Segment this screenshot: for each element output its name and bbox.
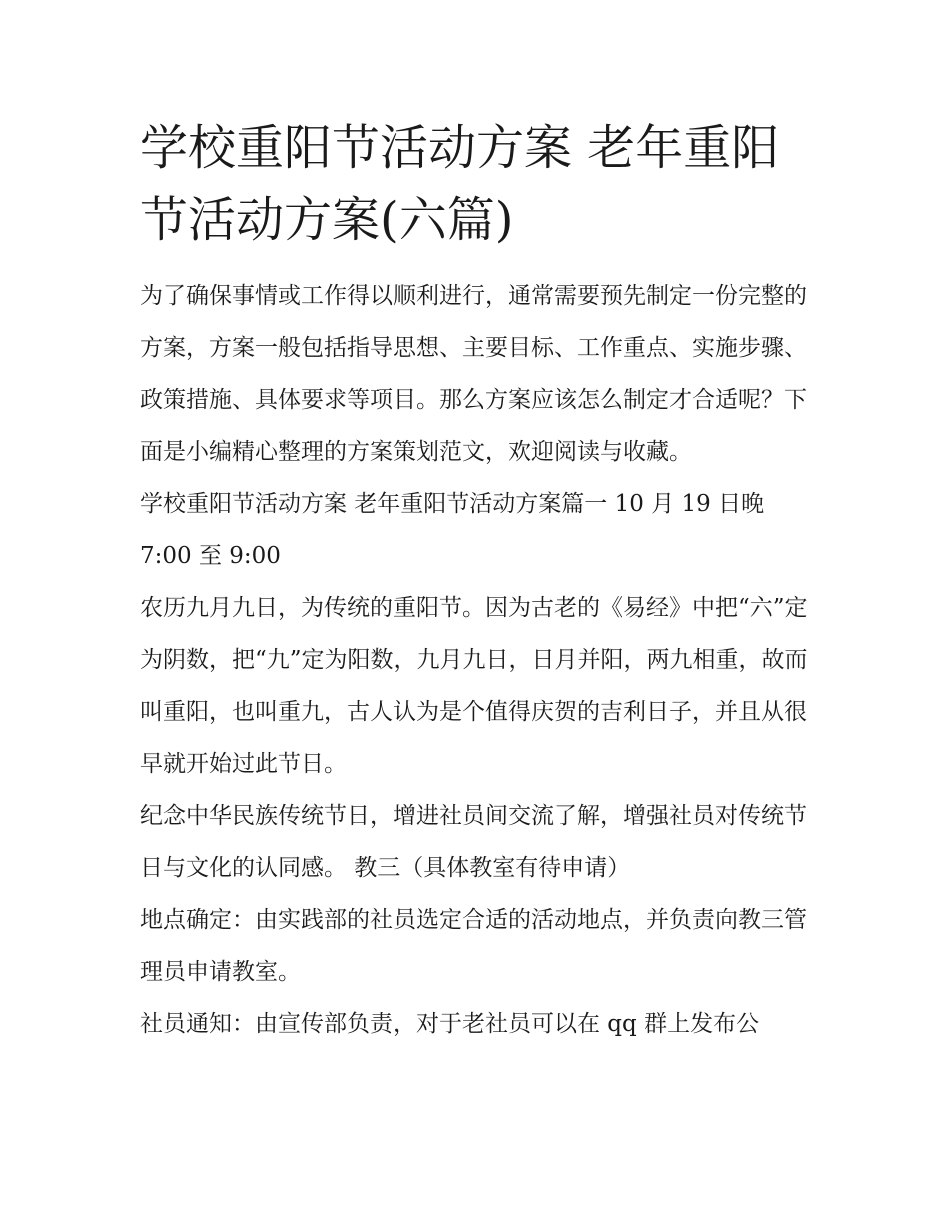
paragraph-background: 农历九月九日，为传统的重阳节。因为古老的《易经》中把“六”定为阴数，把“九”定为阳数，九月九日，日月并阳，两九相重，故而叫重阳，也叫重九，古人认为是个值得庆贺的吉利日子，并且从很早就开始过此节日。 xyxy=(140,595,808,777)
paragraph-notice: 社员通知：由宣传部负责，对于老社员可以在 qq 群上发布公 xyxy=(140,1011,760,1037)
document-body xyxy=(140,112,820,1050)
paragraph-location: 地点确定：由实践部的社员选定合适的活动地点，并负责向教三管理员申请教室。 xyxy=(140,907,807,985)
paragraph-section-time: 学校重阳节活动方案 老年重阳节活动方案篇一 10 月 19 日晚 7:00 至 9:00 xyxy=(140,491,765,569)
paragraph-purpose: 纪念中华民族传统节日，增进社员间交流了解，增强社员对传统节日与文化的认同感。 教三（具体教室有待申请） xyxy=(140,803,807,881)
paragraph-intro: 为了确保事情或工作得以顺利进行，通常需要预先制定一份完整的方案，方案一般包括指导思想、主要目标、工作重点、实施步骤、政策措施、具体要求等项目。那么方案应该怎么制定才合适呢？下面是小编精心整理的方案策划范文，欢迎阅读与收藏。 xyxy=(140,283,807,465)
document-title: 学校重阳节活动方案 老年重阳节活动方案(六篇) xyxy=(140,120,780,248)
